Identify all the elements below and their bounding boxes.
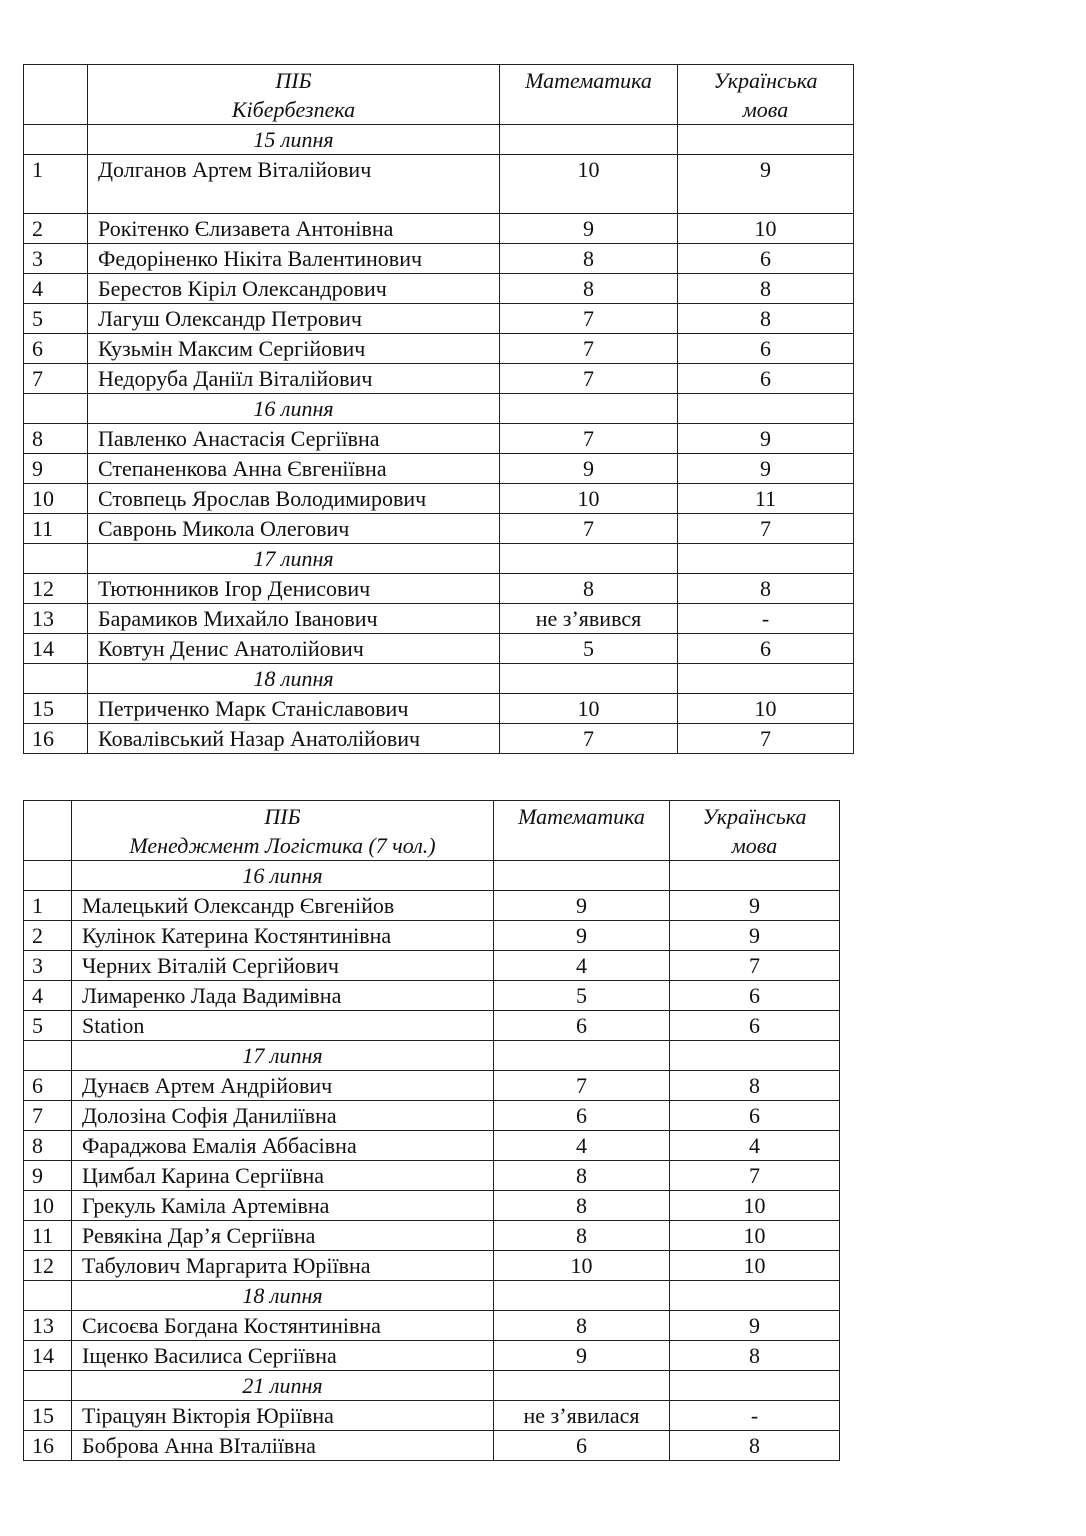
table-row	[24, 274, 854, 304]
row-number: 2	[24, 921, 72, 951]
student-name: Берестов Кіріл Олександрович	[88, 274, 500, 304]
row-number: 7	[24, 1101, 72, 1131]
empty-cell	[494, 1371, 670, 1401]
table-row	[24, 1431, 840, 1461]
table-body	[24, 65, 854, 754]
student-name: Долозіна Софія Даниліївна	[72, 1101, 494, 1131]
student-name: Ревякіна Дар’я Сергіївна	[72, 1221, 494, 1251]
date-row	[24, 1281, 840, 1311]
row-number: 3	[24, 951, 72, 981]
ukr-score: 8	[670, 1341, 840, 1371]
math-score: 8	[494, 1161, 670, 1191]
results-table-cybersecurity	[23, 64, 854, 754]
table-row	[24, 891, 840, 921]
math-score: 10	[500, 155, 678, 214]
math-score: 4	[494, 951, 670, 981]
ukr-score: 9	[670, 1311, 840, 1341]
student-name: Долганов Артем Віталійович	[88, 155, 500, 214]
ukr-score: 11	[678, 484, 854, 514]
table-row	[24, 1341, 840, 1371]
student-name: Сисоєва Богдана Костянтинівна	[72, 1311, 494, 1341]
table-row	[24, 604, 854, 634]
header-text: Менеджмент Логістика (7 чол.)	[129, 833, 436, 858]
empty-cell	[494, 1041, 670, 1071]
student-name: Савронь Микола Олегович	[88, 514, 500, 544]
ukr-score: 9	[678, 424, 854, 454]
empty-cell	[24, 861, 72, 891]
header-text: мова	[731, 833, 778, 858]
student-name: Петриченко Марк Станіславович	[88, 694, 500, 724]
exam-date: 17 липня	[88, 544, 500, 574]
row-number: 9	[24, 454, 88, 484]
math-score: 10	[494, 1251, 670, 1281]
student-name: Дунаєв Артем Андрійович	[72, 1071, 494, 1101]
header-text: Українська	[702, 804, 807, 829]
math-score: 8	[500, 274, 678, 304]
empty-cell	[24, 1281, 72, 1311]
math-score: 6	[494, 1101, 670, 1131]
student-name: Барамиков Михайло Іванович	[88, 604, 500, 634]
row-number: 13	[24, 604, 88, 634]
empty-cell	[500, 544, 678, 574]
math-score: 10	[500, 484, 678, 514]
math-score: 8	[494, 1191, 670, 1221]
row-number: 12	[24, 1251, 72, 1281]
ukr-score: 10	[670, 1221, 840, 1251]
exam-date: 21 липня	[72, 1371, 494, 1401]
header-math-cell	[500, 65, 678, 125]
math-score: 9	[494, 921, 670, 951]
table-row	[24, 951, 840, 981]
math-score: 8	[500, 244, 678, 274]
empty-cell	[678, 125, 854, 155]
row-number: 16	[24, 724, 88, 754]
row-number: 10	[24, 484, 88, 514]
math-score: 7	[500, 724, 678, 754]
table-body	[24, 801, 840, 1461]
ukr-score: 9	[678, 155, 854, 214]
student-name: Степаненкова Анна Євгеніївна	[88, 454, 500, 484]
exam-date: 16 липня	[72, 861, 494, 891]
table-row	[24, 634, 854, 664]
ukr-score: 8	[678, 304, 854, 334]
header-num-cell	[24, 65, 88, 125]
table-row	[24, 694, 854, 724]
header-row	[24, 65, 854, 125]
table-row	[24, 364, 854, 394]
math-score: 8	[494, 1221, 670, 1251]
row-number: 13	[24, 1311, 72, 1341]
empty-cell	[500, 664, 678, 694]
math-score: 9	[500, 454, 678, 484]
ukr-score: 6	[670, 981, 840, 1011]
date-row	[24, 1041, 840, 1071]
math-score: 7	[500, 364, 678, 394]
ukr-score: 8	[670, 1431, 840, 1461]
student-name: Іщенко Василиса Сергіївна	[72, 1341, 494, 1371]
row-number: 12	[24, 574, 88, 604]
student-name: Грекуль Каміла Артемівна	[72, 1191, 494, 1221]
student-name: Тютюнников Ігор Денисович	[88, 574, 500, 604]
empty-cell	[670, 1281, 840, 1311]
row-number: 9	[24, 1161, 72, 1191]
header-text: Кібербезпека	[231, 97, 356, 122]
math-score: 5	[500, 634, 678, 664]
student-name: Ковтун Денис Анатолійович	[88, 634, 500, 664]
empty-cell	[670, 1371, 840, 1401]
ukr-score: -	[670, 1401, 840, 1431]
student-name: Рокітенко Єлизавета Антонівна	[88, 214, 500, 244]
exam-date: 16 липня	[88, 394, 500, 424]
row-number: 16	[24, 1431, 72, 1461]
row-number: 5	[24, 1011, 72, 1041]
student-name: Фараджова Емалія Аббасівна	[72, 1131, 494, 1161]
exam-date: 17 липня	[72, 1041, 494, 1071]
row-number: 3	[24, 244, 88, 274]
table-row	[24, 484, 854, 514]
empty-cell	[24, 125, 88, 155]
table-row	[24, 1221, 840, 1251]
student-name: Малецький Олександр Євгенійов	[72, 891, 494, 921]
header-text: ПІБ	[275, 68, 312, 93]
math-score: 8	[500, 574, 678, 604]
ukr-score: 6	[670, 1011, 840, 1041]
table-row	[24, 1101, 840, 1131]
student-name: Station	[72, 1011, 494, 1041]
empty-cell	[670, 1041, 840, 1071]
student-name: Лагуш Олександр Петрович	[88, 304, 500, 334]
row-number: 6	[24, 334, 88, 364]
header-text: ПІБ	[264, 804, 301, 829]
date-row	[24, 1371, 840, 1401]
date-row	[24, 394, 854, 424]
table-row	[24, 981, 840, 1011]
table-row	[24, 155, 854, 214]
ukr-score: 7	[670, 951, 840, 981]
header-text: Математика	[518, 804, 645, 829]
student-name: Тірацуян Вікторія Юріївна	[72, 1401, 494, 1431]
math-score: 9	[494, 1341, 670, 1371]
header-math-cell	[494, 801, 670, 861]
ukr-score: 10	[670, 1191, 840, 1221]
row-number: 1	[24, 155, 88, 214]
math-score: 10	[500, 694, 678, 724]
row-number: 11	[24, 1221, 72, 1251]
ukr-score: 10	[678, 694, 854, 724]
math-score: 8	[494, 1311, 670, 1341]
empty-cell	[24, 664, 88, 694]
row-number: 8	[24, 424, 88, 454]
empty-cell	[678, 544, 854, 574]
student-name: Павленко Анастасія Сергіївна	[88, 424, 500, 454]
student-name: Черних Віталій Сергійович	[72, 951, 494, 981]
student-name: Ковалівський Назар Анатолійович	[88, 724, 500, 754]
math-score: 7	[500, 304, 678, 334]
date-row	[24, 861, 840, 891]
row-number: 1	[24, 891, 72, 921]
ukr-score: 6	[678, 244, 854, 274]
ukr-score: 7	[678, 514, 854, 544]
ukr-score: 8	[678, 574, 854, 604]
row-number: 15	[24, 694, 88, 724]
math-score: 6	[494, 1011, 670, 1041]
ukr-score: 8	[678, 274, 854, 304]
ukr-score: 6	[678, 364, 854, 394]
ukr-score: 6	[678, 634, 854, 664]
math-score: 9	[500, 214, 678, 244]
ukr-score: 6	[670, 1101, 840, 1131]
math-score: 5	[494, 981, 670, 1011]
table-row	[24, 454, 854, 484]
student-name: Лимаренко Лада Вадимівна	[72, 981, 494, 1011]
ukr-score: 6	[678, 334, 854, 364]
math-score: не з’явився	[500, 604, 678, 634]
empty-cell	[494, 1281, 670, 1311]
empty-cell	[500, 125, 678, 155]
ukr-score: 10	[678, 214, 854, 244]
table-row	[24, 214, 854, 244]
empty-cell	[24, 544, 88, 574]
table-row	[24, 1311, 840, 1341]
math-score: 7	[500, 424, 678, 454]
row-number: 14	[24, 1341, 72, 1371]
row-number: 8	[24, 1131, 72, 1161]
date-row	[24, 544, 854, 574]
math-score: 7	[494, 1071, 670, 1101]
row-number: 4	[24, 981, 72, 1011]
ukr-score: 9	[678, 454, 854, 484]
student-name: Федоріненко Нікіта Валентинович	[88, 244, 500, 274]
header-num-cell	[24, 801, 72, 861]
row-number: 4	[24, 274, 88, 304]
header-ukr-cell	[678, 65, 854, 125]
empty-cell	[494, 861, 670, 891]
row-number: 2	[24, 214, 88, 244]
row-number: 11	[24, 514, 88, 544]
exam-date: 18 липня	[88, 664, 500, 694]
table-row	[24, 304, 854, 334]
table-row	[24, 1011, 840, 1041]
ukr-score: 7	[678, 724, 854, 754]
math-score: 6	[494, 1431, 670, 1461]
date-row	[24, 664, 854, 694]
row-number: 6	[24, 1071, 72, 1101]
student-name: Стовпець Ярослав Володимирович	[88, 484, 500, 514]
table-row	[24, 244, 854, 274]
ukr-score: 8	[670, 1071, 840, 1101]
math-score: 4	[494, 1131, 670, 1161]
header-row	[24, 801, 840, 861]
ukr-score: 4	[670, 1131, 840, 1161]
table-row	[24, 1161, 840, 1191]
header-text: Математика	[525, 68, 652, 93]
math-score: 7	[500, 514, 678, 544]
row-number: 10	[24, 1191, 72, 1221]
empty-cell	[678, 664, 854, 694]
header-name-cell	[88, 65, 500, 125]
student-name: Кулінок Катерина Костянтинівна	[72, 921, 494, 951]
student-name: Недоруба Даніїл Віталійович	[88, 364, 500, 394]
row-number: 14	[24, 634, 88, 664]
row-number: 7	[24, 364, 88, 394]
table-row	[24, 1071, 840, 1101]
math-score: 9	[494, 891, 670, 921]
student-name: Боброва Анна ВІталіївна	[72, 1431, 494, 1461]
row-number: 5	[24, 304, 88, 334]
header-name-cell	[72, 801, 494, 861]
table-row	[24, 424, 854, 454]
table-row	[24, 334, 854, 364]
student-name: Цимбал Карина Сергіївна	[72, 1161, 494, 1191]
ukr-score: 10	[670, 1251, 840, 1281]
date-row	[24, 125, 854, 155]
math-score: 7	[500, 334, 678, 364]
row-number: 15	[24, 1401, 72, 1431]
math-score: не з’явилася	[494, 1401, 670, 1431]
table-row	[24, 1251, 840, 1281]
ukr-score: 9	[670, 891, 840, 921]
header-text: мова	[742, 97, 789, 122]
table-row	[24, 574, 854, 604]
empty-cell	[24, 1371, 72, 1401]
empty-cell	[24, 1041, 72, 1071]
empty-cell	[670, 861, 840, 891]
student-name: Табулович Маргарита Юріївна	[72, 1251, 494, 1281]
exam-date: 15 липня	[88, 125, 500, 155]
table-row	[24, 921, 840, 951]
ukr-score: 7	[670, 1161, 840, 1191]
empty-cell	[500, 394, 678, 424]
empty-cell	[678, 394, 854, 424]
table-row	[24, 1191, 840, 1221]
exam-date: 18 липня	[72, 1281, 494, 1311]
table-row	[24, 1131, 840, 1161]
table-row	[24, 724, 854, 754]
table-row	[24, 1401, 840, 1431]
ukr-score: -	[678, 604, 854, 634]
header-text: Українська	[713, 68, 818, 93]
results-table-logistics	[23, 800, 840, 1461]
ukr-score: 9	[670, 921, 840, 951]
header-ukr-cell	[670, 801, 840, 861]
table-row	[24, 514, 854, 544]
student-name: Кузьмін Максим Сергійович	[88, 334, 500, 364]
empty-cell	[24, 394, 88, 424]
